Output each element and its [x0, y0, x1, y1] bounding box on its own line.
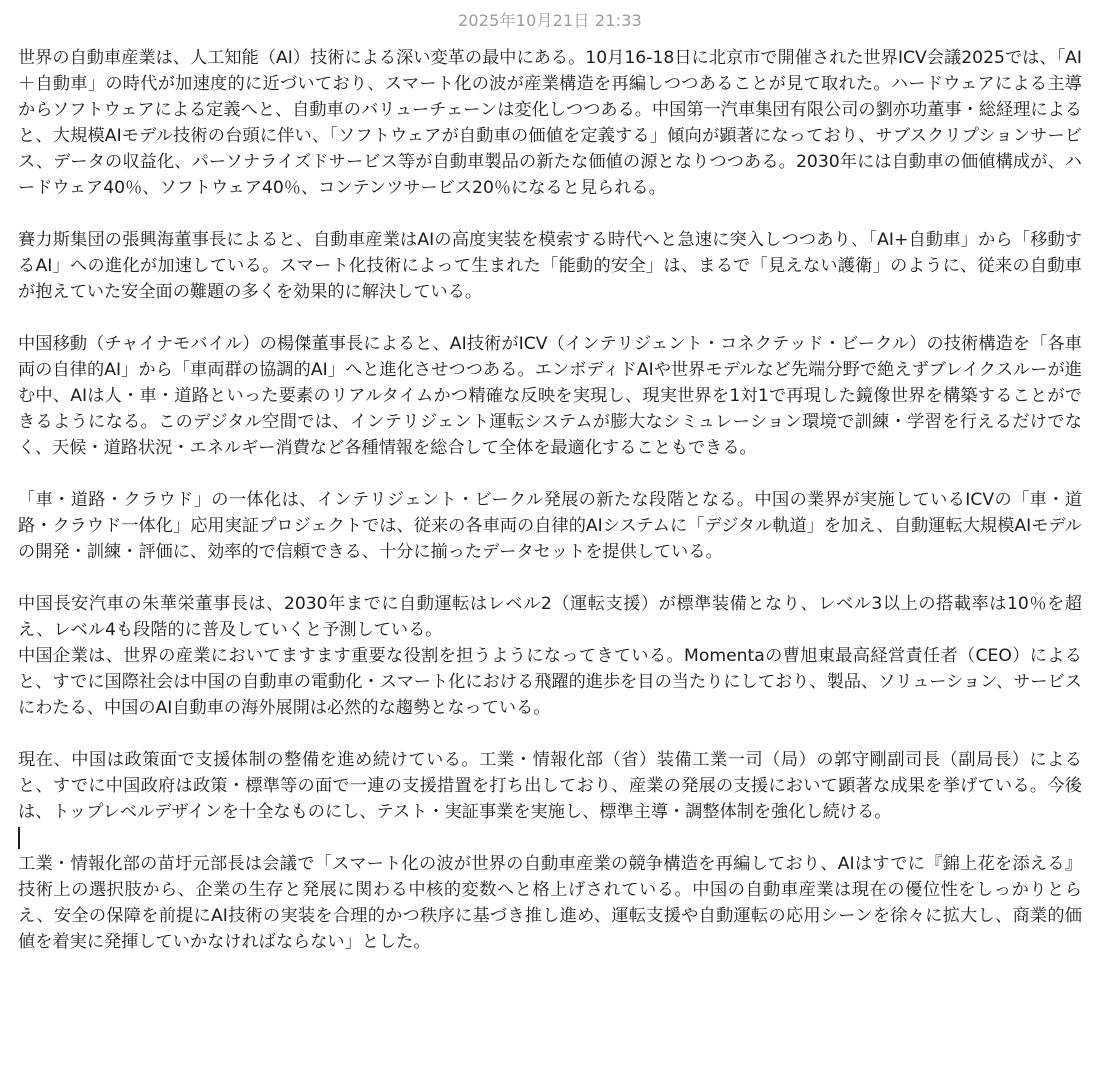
blank-line — [18, 721, 1082, 747]
cursor-line[interactable] — [18, 825, 1082, 851]
note-paragraph: 「車・道路・クラウド」の一体化は、インテリジェント・ビークル発展の新たな段階となる。中国の業界が実施しているICVの「車・道路・クラウド一体化」応用実証プロジェクトでは、従来の各車両の自律的AIシステムに「デジタル軌道」を加え、自動運転大規模AIモデルの開発・訓練・評価に、効率的で信頼できる、十分に揃ったデータセットを提供している。 — [18, 490, 1082, 562]
blank-line — [18, 201, 1082, 227]
note-paragraph: 賽力斯集団の張興海董事長によると、自動車産業はAIの高度実装を模索する時代へと急速に突入しつつあり、「AI+自動車」から「移動するAI」への進化が加速している。スマート化技術によって生まれた「能動的安全」は、まるで「見えない護衛」のように、従来の自動車が抱えていた安全面の難題の多くを効果的に解決している。 — [18, 230, 1082, 302]
note-paragraph: 中国長安汽車の朱華栄董事長は、2030年までに自動運転はレベル2（運転支援）が標準装備となり、レベル3以上の搭載率は10％を超え、レベル4も段階的に普及していくと予測している。 — [18, 594, 1082, 640]
note-paragraph: 世界の自動車産業は、人工知能（AI）技術による深い変革の最中にある。10月16-18日に北京市で開催された世界ICV会議2025では、「AI＋自動車」の時代が加速度的に近づいており、スマート化の波が産業構造を再編しつつあることが見て取れた。ハードウェアによる主導からソフトウェアによる定義へと、自動車のバリューチェーンは変化しつつある。中国第一汽車集団有限公司の劉亦功董事・総経理によると、大規模AIモデル技術の台頭に伴い、「ソフトウェアが自動車の価値を定義する」傾向が顕著になっており、サブスクリプションサービス、データの収益化、パーソナライズドサービス等が自動車製品の新たな価値の源となりつつある。2030年には自動車の価値構成が、ハードウェア40％、ソフトウェア40％、コンテンツサービス20％になると見られる。 — [18, 48, 1082, 198]
blank-line — [18, 461, 1082, 487]
blank-line — [18, 565, 1082, 591]
note-date: 2025年10月21日 21:33 — [457, 11, 643, 30]
note-paragraph: 中国移動（チャイナモバイル）の楊傑董事長によると、AI技術がICV（インテリジェント・コネクテッド・ビークル）の技術構造を「各車両の自律的AI」から「車両群の協調的AI」へと進化させつつある。エンボディドAIや世界モデルなど先端分野で絶えずブレイクスルーが進む中、AIは人・車・道路といった要素のリアルタイムかつ精確な反映を実現し、現実世界を1対1で再現した鏡像世界を構築することができるようになる。このデジタル空間では、インテリジェント運転システムが膨大なシミュレーション環境で訓練・学習を行えるだけでなく、天候・道路状況・エネルギー消費など各種情報を総合して全体を最適化することもできる。 — [18, 334, 1082, 458]
note-body-editor[interactable] — [18, 45, 1082, 955]
blank-line — [18, 305, 1082, 331]
text-cursor — [18, 827, 20, 849]
note-paragraph: 現在、中国は政策面で支援体制の整備を進め続けている。工業・情報化部（省）装備工業一司（局）の郭守剛副司長（副局長）によると、すでに中国政府は政策・標準等の面で一連の支援措置を打ち出しており、産業の発展の支援において顕著な成果を挙げている。今後は、トップレベルデザインを十全なものにし、テスト・実証事業を実施し、標準主導・調整体制を強化し続ける。 — [18, 750, 1082, 822]
note-paragraph: 中国企業は、世界の産業においてますます重要な役割を担うようになってきている。Momentaの曹旭東最高経営責任者（CEO）によると、すでに国際社会は中国の自動車の電動化・スマート化における飛躍的進歩を目の当たりにしており、製品、ソリューション、サービスにわたる、中国のAI自動車の海外展開は必然的な趨勢となっている。 — [18, 646, 1082, 718]
note-paragraph: 工業・情報化部の苗圩元部長は会議で「スマート化の波が世界の自動車産業の競争構造を再編しており、AIはすでに『錦上花を添える』技術上の選択肢から、企業の生存と発展に関わる中核的変数へと格上げされている。中国の自動車産業は現在の優位性をしっかりとらえ、安全の保障を前提にAI技術の実装を合理的かつ秩序に基づき推し進め、運転支援や自動運転の応用シーンを徐々に拡大し、商業的価値を着実に発揮していかなければならない」とした。 — [18, 854, 1082, 952]
